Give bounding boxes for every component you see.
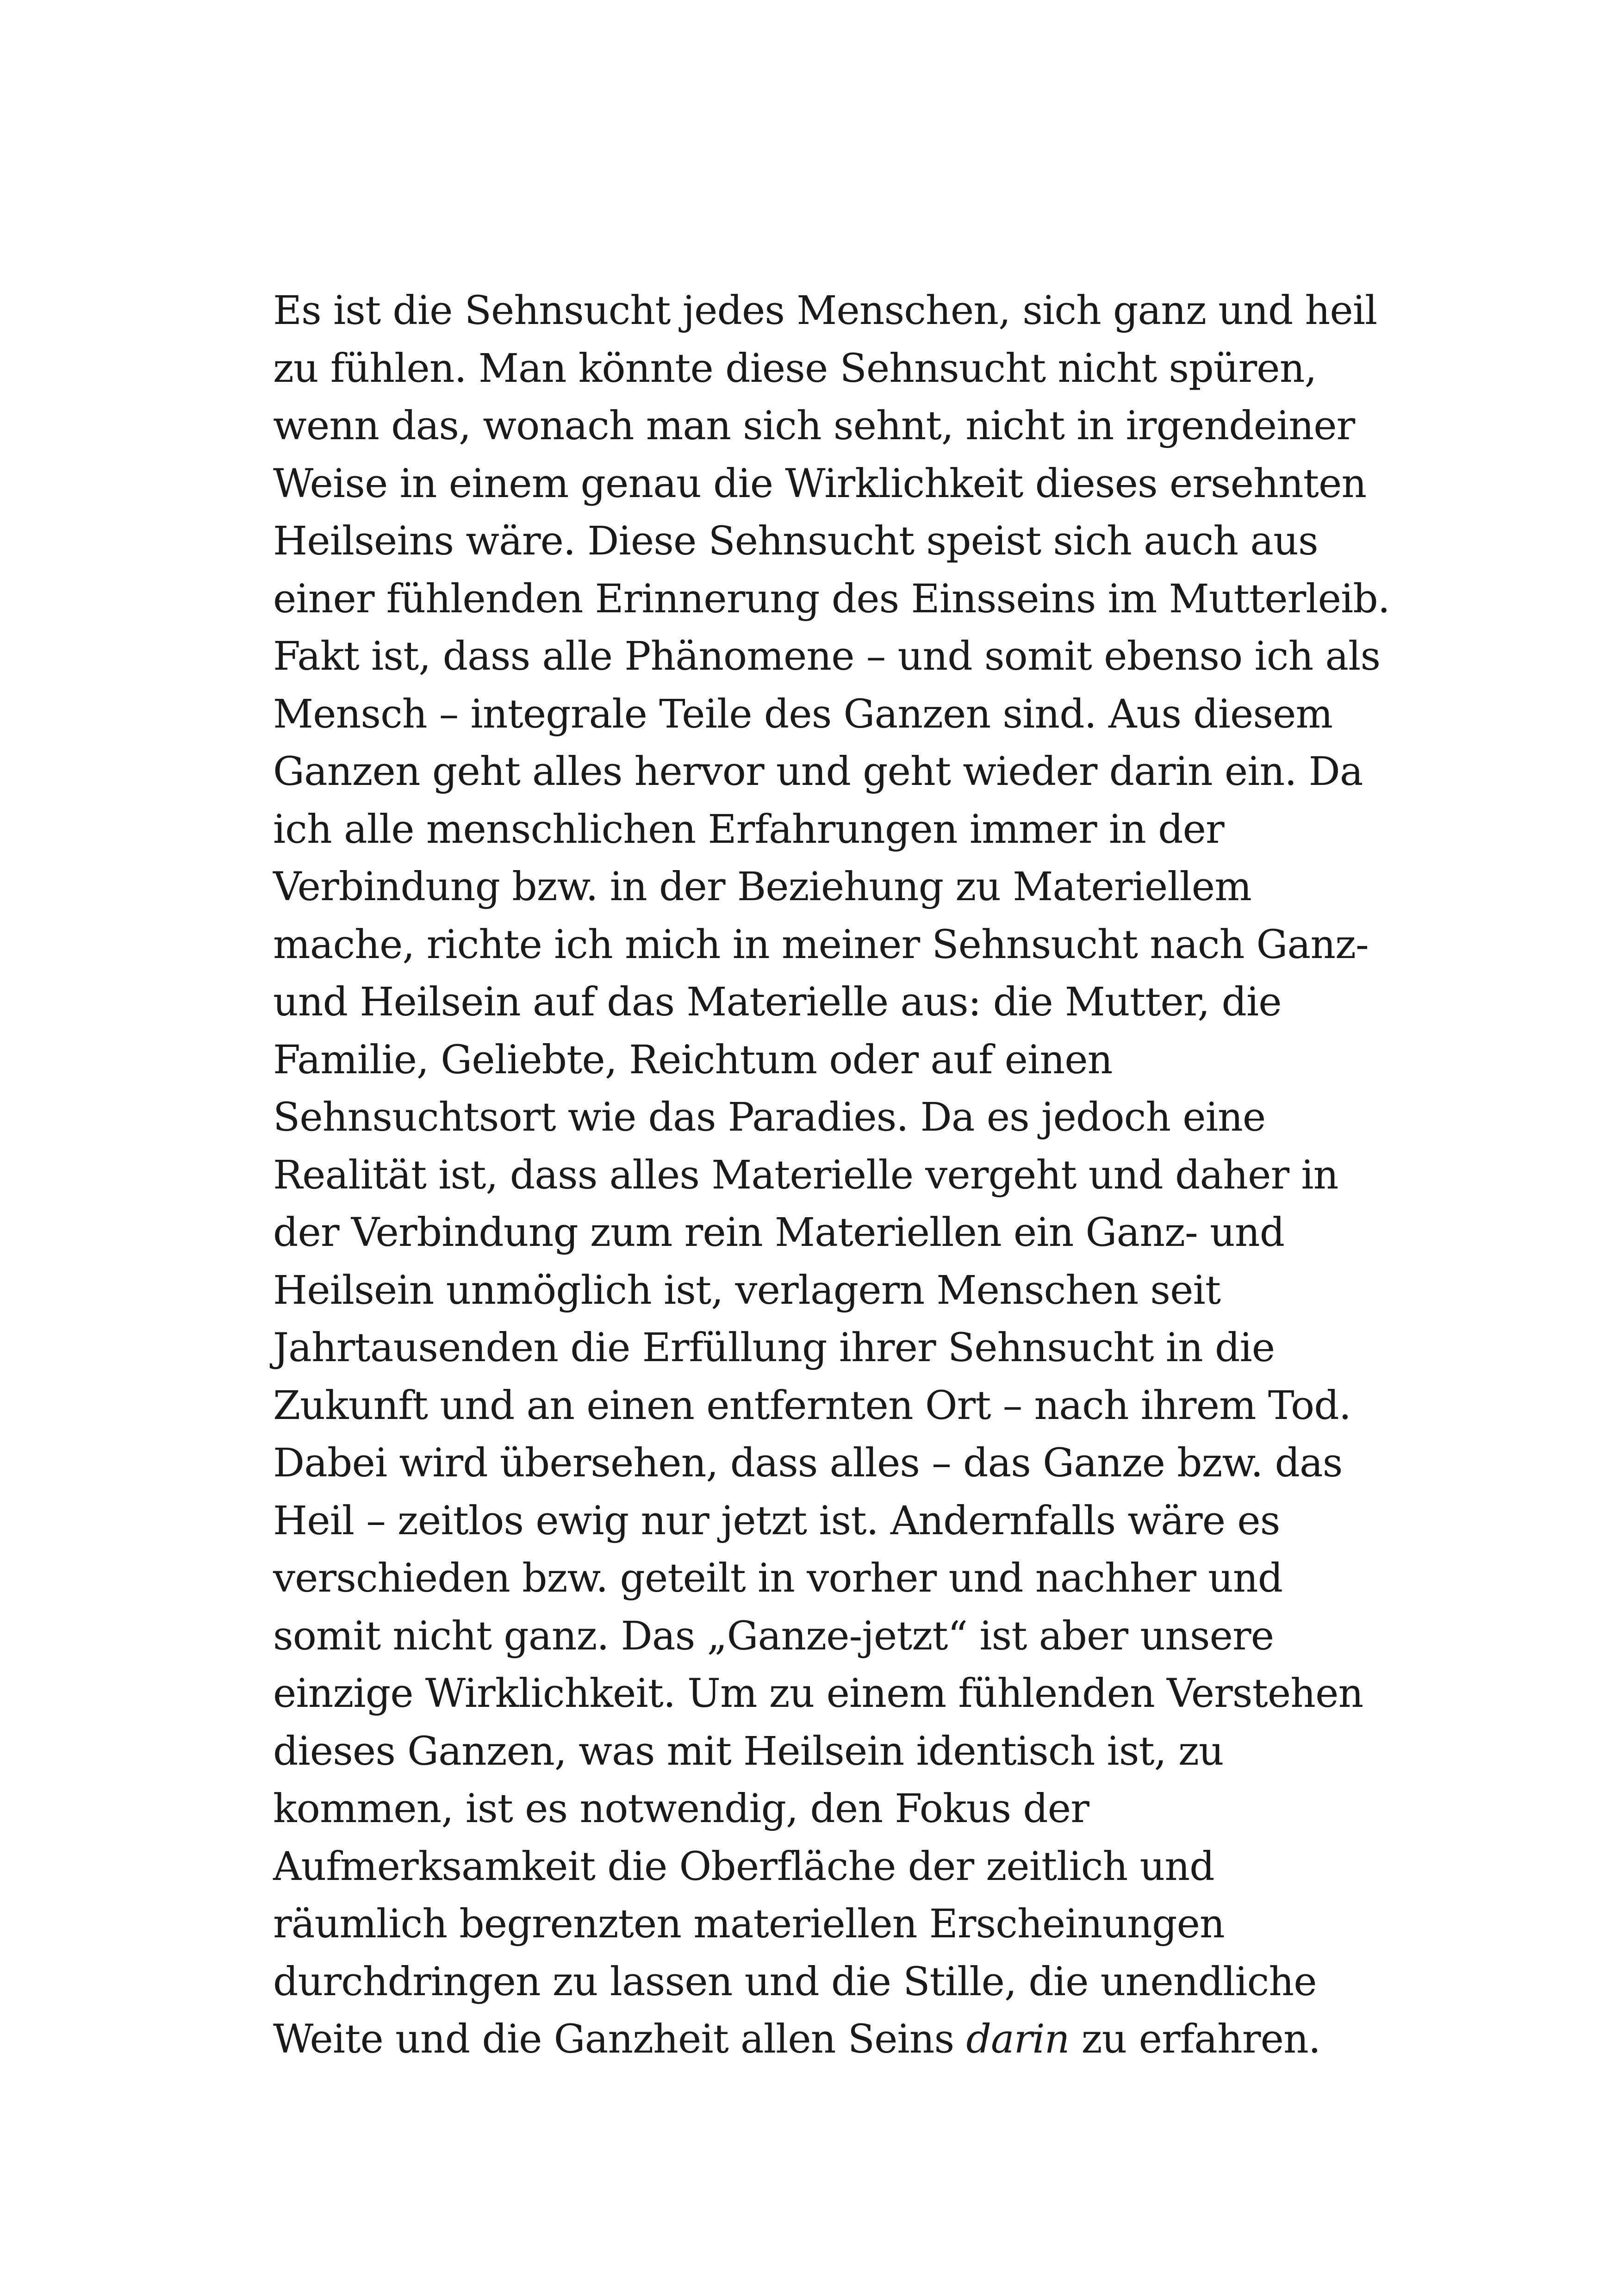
body-paragraph: [273, 282, 1390, 2069]
text-line: Ganzen geht alles hervor und geht wieder darin ein. Da: [273, 749, 1363, 795]
text-line: zu fühlen. Man könnte diese Sehnsucht nicht spüren,: [273, 345, 1317, 392]
last-line-before: Weite und die Ganzheit allen Seins: [273, 2016, 966, 2062]
text-line: einzige Wirklichkeit. Um zu einem fühlenden Verstehen: [273, 1671, 1363, 1717]
text-line: Zukunft und an einen entfernten Ort – nach ihrem Tod.: [273, 1382, 1351, 1429]
text-line: Familie, Geliebte, Reichtum oder auf einen: [273, 1037, 1113, 1083]
last-text-line: [273, 2011, 1384, 2069]
text-line: dieses Ganzen, was mit Heilsein identisch ist, zu: [273, 1728, 1224, 1774]
text-line: verschieden bzw. geteilt in vorher und nachher und: [273, 1556, 1283, 1601]
text-line: Weise in einem genau die Wirklichkeit dieses ersehnten: [273, 460, 1367, 507]
text-line: mache, richte ich mich in meiner Sehnsucht nach Ganz-: [273, 921, 1369, 968]
text-line: Heil – zeitlos ewig nur jetzt ist. Andernfalls wäre es: [273, 1498, 1280, 1544]
text-line: Verbindung bzw. in der Beziehung zu Materiellem: [273, 864, 1251, 910]
text-line: wenn das, wonach man sich sehnt, nicht in irgendeiner: [273, 403, 1355, 449]
text-line: Realität ist, dass alles Materielle vergeht und daher in: [273, 1152, 1338, 1198]
text-line: einer fühlenden Erinnerung des Einsseins im Mutterleib.: [273, 576, 1390, 622]
text-line: somit nicht ganz. Das „Ganze-jetzt“ ist aber unsere: [273, 1613, 1274, 1659]
text-line: Es ist die Sehnsucht jedes Menschen, sich ganz und heil: [273, 288, 1377, 334]
text-line: Dabei wird übersehen, dass alles – das Ganze bzw. das: [273, 1440, 1343, 1486]
text-line: räumlich begrenzten materiellen Erscheinungen: [273, 1901, 1225, 1947]
text-line: Sehnsuchtsort wie das Paradies. Da es jedoch eine: [273, 1095, 1266, 1140]
text-line: kommen, ist es notwendig, den Fokus der: [273, 1786, 1089, 1832]
text-line: Fakt ist, dass alle Phänomene – und somit ebenso ich als: [273, 634, 1381, 679]
text-line: ich alle menschlichen Erfahrungen immer in der: [273, 806, 1224, 852]
emphasized-word: darin: [966, 2016, 1070, 2062]
text-line: Aufmerksamkeit die Oberfläche der zeitlich und: [273, 1843, 1214, 1890]
text-line: Heilseins wäre. Diese Sehnsucht speist sich auch aus: [273, 518, 1318, 564]
text-line: der Verbindung zum rein Materiellen ein Ganz- und: [273, 1210, 1285, 1256]
last-line-after: zu erfahren.: [1069, 2016, 1321, 2062]
text-line: Heilsein unmöglich ist, verlagern Menschen seit: [273, 1267, 1221, 1313]
text-line: Mensch – integrale Teile des Ganzen sind. Aus diesem: [273, 691, 1333, 737]
text-line: durchdringen zu lassen und die Stille, die unendliche: [273, 1959, 1317, 2005]
text-line: und Heilsein auf das Materielle aus: die Mutter, die: [273, 979, 1282, 1025]
text-line: Jahrtausenden die Erfüllung ihrer Sehnsucht in die: [273, 1325, 1275, 1371]
